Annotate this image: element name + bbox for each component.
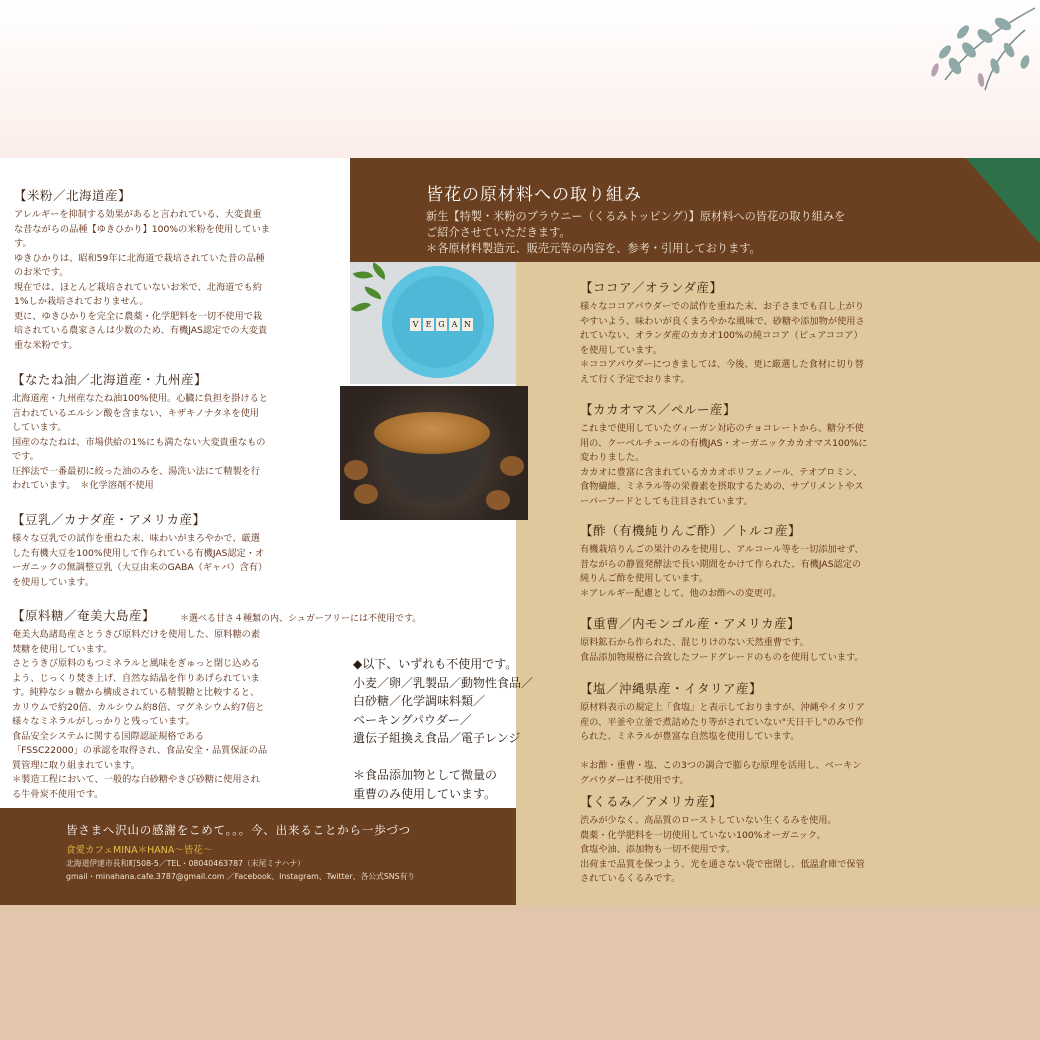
section-title: 【豆乳／カナダ産・アメリカ産】	[12, 512, 206, 527]
bottom-band	[0, 905, 1040, 1040]
section-body: 原材料表示の規定上「食塩」と表示しておりますが、沖縄やイタリア 産の、平釜や立釜で煮詰めたり等がされていない"天日干し"のみで作 られた、ミネラルが豊富な自然塩を使用しています。 ＊お酢・重曹・塩、この3つの調合で膨らむ原理を活用し、ベーキン グパウダーは不使用です。	[580, 702, 865, 786]
section-title: 【カカオマス／ペルー産】	[580, 402, 737, 417]
section-body: 北海道産・九州産なたね油100%使用。心臓に負担を掛けると 言われているエルシン酸を含まない、キザキノナタネを使用 しています。 国産のなたねは、市場供給の1%にも満たない大変貴重なもの です。 圧搾法で一番最初に絞った油のみを、湯洗い法にて精製を行 われています。 ＊化学溶剤不使用	[12, 393, 268, 491]
section-soy-milk	[12, 510, 342, 590]
sugar-free-note: ＊選べる甘さ４種類の内、シュガーフリーには不使用です。	[180, 614, 422, 624]
letter-tile: G	[436, 318, 447, 331]
green-corner-accent	[966, 158, 1040, 244]
vegan-plate-photo	[350, 262, 516, 384]
section-rapeseed-oil	[12, 370, 342, 494]
section-body: これまで使用していたヴィーガン対応のチョコレートから、糖分不使 用の、クーベルチュールの有機JAS・オーガニックカカオマス100%に 変わりました。 カカオに豊富に含まれているカカオポリフェノール、テオブロミン、 食物繊維、ミネラル等の栄養素を摂取するための、サプリメントやス ーパーフードとしても注目されています。	[580, 423, 868, 507]
section-rice-flour	[14, 186, 344, 353]
footer-thanks: 皆さまへ沢山の感謝をこめて。。。今、出来ることから一歩づつ	[66, 823, 411, 837]
section-body: 原料鉱石から作られた、混じりけのない天然重曹です。 食品添加物規格に合致したフードグレードのものを使用しています。	[580, 637, 864, 663]
letter-tile: V	[410, 318, 421, 331]
section-cacao-mass	[580, 400, 920, 509]
section-title: 【米粉／北海道産】	[14, 188, 132, 203]
section-body: 様々なココアパウダーでの試作を重ねた末、お子さまでも召し上がり やすいよう、味わいが良くまろやかな風味で、砂糖や添加物が使用さ れていない、オランダ産のカカオ100%の純ココア（ピュアココア） を使用しています。 ＊ココアパウダーにつきましては、今後、更に厳選した食材に切り替 えて行く予定でおります。	[580, 301, 865, 385]
section-vinegar	[580, 521, 920, 601]
section-title: 【塩／沖縄県産・イタリア産】	[580, 681, 763, 696]
section-salt	[580, 679, 920, 788]
footer-contact: gmail・minahana.cafe.3787@gmail.com ／Facebook、Instagram、Twitter、各公式SNS有り	[66, 872, 416, 881]
walnut-pile	[374, 412, 490, 454]
letter-tile: N	[464, 320, 471, 329]
section-body: 様々な豆乳での試作を重ねた末、味わいがまろやかで、厳選 した有機大豆を100%使用して作られている有機JAS認定・オ ーガニックの無調整豆乳（大豆由来のGABA（ギャバ）含有） を使用しています。	[12, 533, 268, 588]
footer-shop-name: 食愛カフェMINA＊HANA〜皆花〜	[66, 845, 213, 856]
letter-tile: E	[423, 318, 434, 331]
section-body: アレルギーを抑制する効果があると言われている、大変貴重 な昔ながらの品種【ゆきひかり】100%の米粉を使用していま す。 ゆきひかりは、昭和59年に北海道で栽培されていた昔の品種 のお米です。 現在では、ほとんど栽培されていないお米で、北海道でも約 1%しか栽培されておりません。 更に、ゆきひかりを完全に農薬・化学肥料を一切不使用で栽 培されている農家さんは少数のため、有機JAS認定での大変貴 重な米粉です。	[14, 209, 270, 351]
section-title: 【酢（有機純りんご酢）／トルコ産】	[580, 523, 802, 538]
walnut-bowl-photo	[340, 386, 528, 520]
letter-tile: A	[449, 318, 460, 331]
vegan-letter-tiles	[410, 318, 473, 331]
section-body: 渋みが少なく、高品質のローストしていない生くるみを使用。 農薬・化学肥料を一切使用していない100%オーガニック。 食塩や油、添加物も一切不使用です。 出荷まで品質を保つよう、光を通さない袋で密閉し、低温倉庫で保管 されているくるみです。	[580, 815, 865, 884]
leaf-sprig-decoration	[925, 0, 1040, 95]
footer-address: 北海道伊達市長和町508-5／TEL・08040463787（末尾ミナハナ）	[66, 859, 305, 868]
section-body: 有機栽培りんごの果汁のみを使用し、アルコール等を一切添加せず、 昔ながらの静置発酵法で長い期間をかけて作られた、有機JAS認定の 純りんご酢を使用しています。 ＊アレルギー配慮として、他のお酢への変更可。	[580, 544, 864, 599]
section-raw-sugar	[12, 606, 342, 802]
section-title: 【くるみ／アメリカ産】	[580, 794, 723, 809]
section-cocoa	[580, 278, 920, 387]
not-used-list: ◆以下、いずれも不使用です。 小麦／卵／乳製品／動物性食品／ 白砂糖／化学調味料類／ ベーキングパウダー／ 遺伝子組換え食品／電子レンジ ＊食品添加物として微量の 重曹のみ使用しています。	[353, 657, 534, 801]
page-title: 皆花の原材料への取り組み	[426, 185, 642, 205]
section-baking-soda	[580, 614, 920, 665]
section-title: 【重曹／内モンゴル産・アメリカ産】	[580, 616, 801, 631]
section-title: 【ココア／オランダ産】	[580, 280, 723, 295]
section-title: 【原料糖／奄美大島産】	[12, 608, 156, 623]
section-walnut	[580, 792, 920, 887]
section-title: 【なたね油／北海道産・九州産】	[12, 372, 208, 387]
page-subtitle: 新生【特製・米粉のブラウニー（くるみトッピング）】原材料への皆花の取り組みを ご紹介させていただきます。 ＊各原材料製造元、販売元等の内容を、参考・引用しております。	[426, 210, 846, 255]
section-body: 奄美大島諸島産さとうきび原料だけを使用した、原料糖の素 焚糖を使用しています。 さとうきび原料のもつミネラルと風味をぎゅっと閉じ込める よう、じっくり焚き上げ、自然な結晶を作りあげられていま す。純粋なショ糖から構成されている精製糖と比較すると、 カリウムで約20倍、カルシウム約8倍、マグネシウム約7倍と 様々なミネラルがしっかりと残っています。 食品安全システムに関する国際認証規格である 「FSSC22000」の承認を取得され、食品安全・品質保証の品 質管理に取り組まれています。 ＊製造工程において、一般的な白砂糖やきび砂糖に使用され る牛骨炭不使用です。	[12, 629, 268, 800]
